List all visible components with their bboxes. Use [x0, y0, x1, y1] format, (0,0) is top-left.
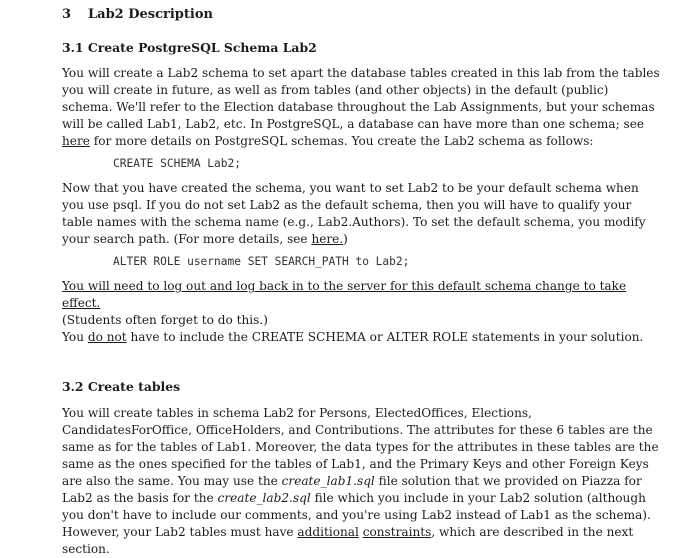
paragraph-text: file which you include in your Lab2 solution (although you don't have to include our comments, and you're using Lab2 instead of Lab1 as the schema). However, your Lab2 tables must have [62, 491, 651, 539]
paragraph-text: Now that you have created the schema, you want to set Lab2 to be your default schema when you use psql. If you do not set Lab2 as the default schema, then you will have to qualify your table names with the schema name (e.g., Lab2.Authors). To set the default schema, you modify your search path. (For more details, see [62, 181, 646, 246]
paragraph-do-not-include [62, 329, 662, 346]
logout-warning: You will need to log out and log back in to the server for this default schema change to take effect. [62, 279, 627, 310]
paragraph-text: file solution that we provided on Piazza for Lab2 as the basis for the [62, 474, 642, 505]
code-alter-role: ALTER ROLE username SET SEARCH_PATH to Lab2; [113, 255, 410, 268]
here-link-schemas[interactable]: here [62, 134, 90, 148]
filename-create-lab2: create_lab2.sql [217, 491, 311, 505]
paragraph-text: for more details on PostgreSQL schemas. You create the Lab2 schema as follows: [89, 134, 594, 148]
section-number: 3 [62, 7, 72, 22]
paragraph-text: (Students often forget to do this.) [62, 313, 268, 327]
filename-create-lab1: create_lab1.sql [281, 474, 375, 488]
section-heading [62, 7, 213, 22]
paragraph-schema-intro [62, 65, 662, 150]
paragraph-text: You will create a Lab2 schema to set apart the database tables created in this lab from the tables you will create in future, as well as from tables (and other objects) in the default (public) schema. We'll refer to the Election database throughout the Lab Assignments, but your schemas will be called Lab1, Lab2, etc. In PostgreSQL, a database can have more than one schema; see [62, 66, 660, 131]
code-create-schema: CREATE SCHEMA Lab2; [113, 157, 241, 170]
emphasis-additional: additional [297, 525, 359, 539]
emphasis-do-not: do not [87, 330, 127, 344]
emphasis-constraints: constraints [362, 525, 432, 539]
paragraph-text: You [62, 330, 88, 344]
paragraph-text: , which are described in the next section. [62, 525, 634, 556]
section-title: Lab2 Description [88, 7, 213, 22]
here-link-search-path[interactable]: here. [311, 232, 344, 246]
paragraph-text: You will create tables in schema Lab2 for Persons, ElectedOffices, Elections, CandidatesForOffice, OfficeHolders, and Contributions. The attributes for these 6 tables are the same as for the tables of Lab1. Moreover, the data types for the attributes in these tables are the same as the ones specified for the tables of Lab1, and the Primary Keys and other Foreign Keys are also the same. You may use the [62, 406, 659, 488]
paragraph-default-schema [62, 180, 662, 248]
paragraph-logout-note [62, 278, 662, 329]
paragraph-create-tables [62, 405, 662, 558]
paragraph-text: ) [343, 232, 348, 246]
subsection-heading-3-2: 3.2 Create tables [62, 379, 181, 394]
paragraph-text: have to include the CREATE SCHEMA or ALTER ROLE statements in your solution. [126, 330, 644, 344]
subsection-heading-3-1: 3.1 Create PostgreSQL Schema Lab2 [62, 40, 317, 55]
